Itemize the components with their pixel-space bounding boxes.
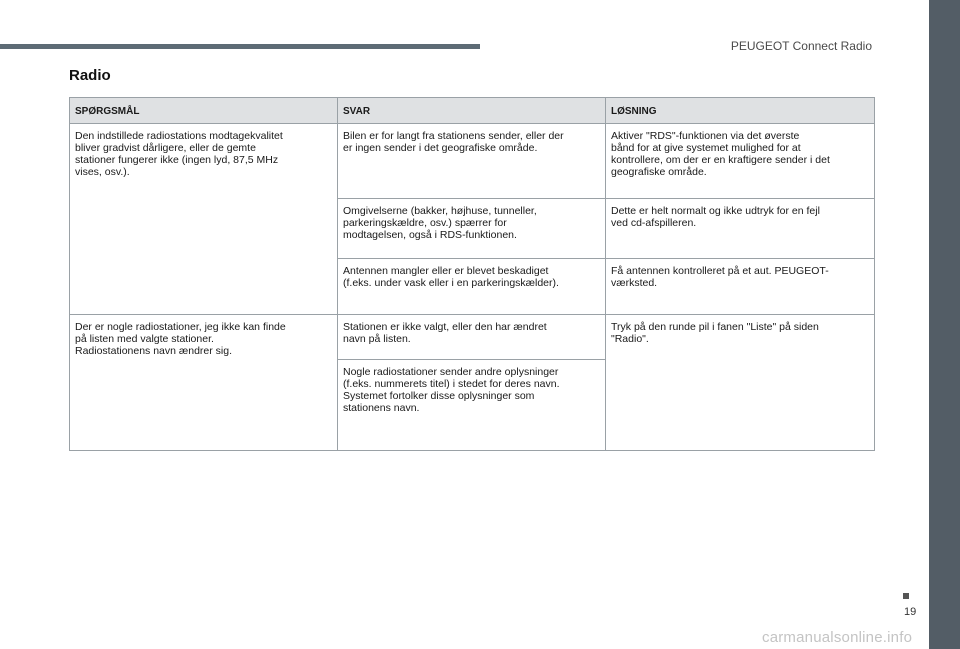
- question-text: Den indstillede radiostations modtagekvalitet bliver gradvist dårligere, eller de gemte stationer fungerer ikke (ingen lyd, 87,5 MHz vises, osv.).: [75, 130, 283, 178]
- answer-text: Bilen er for langt fra stationens sender, eller der er ingen sender i det geografiske område.: [343, 130, 564, 154]
- answer-text: Nogle radiostationer sender andre oplysninger (f.eks. nummerets titel) i stedet for deres navn. Systemet fortolker disse oplysninger som stationens navn.: [343, 366, 560, 414]
- header-title: PEUGEOT Connect Radio: [730, 39, 872, 53]
- section-title: Radio: [69, 67, 111, 84]
- solution-cell: [606, 124, 875, 199]
- side-strip: [929, 0, 960, 649]
- question-cell: [70, 124, 338, 315]
- solution-cell: [606, 315, 875, 451]
- answer-cell: [338, 199, 606, 259]
- question-text: Der er nogle radiostationer, jeg ikke kan finde på listen med valgte stationer. Radiostationens navn ændrer sig.: [75, 321, 286, 357]
- answer-cell: [338, 360, 606, 451]
- solution-text: Få antennen kontrolleret på et aut. PEUGEOT- værksted.: [611, 265, 829, 289]
- answer-text: Antennen mangler eller er blevet beskadiget (f.eks. under vask eller i en parkeringskælder).: [343, 265, 559, 289]
- column-header-answer: SVAR: [338, 98, 606, 124]
- footer-marker: [903, 593, 909, 599]
- solution-cell: [606, 199, 875, 259]
- page-number: 19: [904, 606, 917, 618]
- solution-text: Aktiver "RDS"-funktionen via det øverste bånd for at give systemet mulighed for at kontrollere, om der er en kraftigere sender i det geografiske område.: [611, 130, 830, 178]
- solution-text: Dette er helt normalt og ikke udtryk for en fejl ved cd-afspilleren.: [611, 205, 820, 229]
- answer-text: Omgivelserne (bakker, højhuse, tunneller, parkeringskældre, osv.) spærrer for modtagelsen, også i RDS-funktionen.: [343, 205, 537, 241]
- table-row: [70, 315, 875, 360]
- answer-cell: [338, 315, 606, 360]
- solution-text: Tryk på den runde pil i fanen "Liste" på siden "Radio".: [611, 321, 819, 345]
- watermark: carmanualsonline.info: [762, 629, 913, 646]
- question-cell: [70, 315, 338, 451]
- column-header-solution: LØSNING: [606, 98, 875, 124]
- header-rule: [0, 44, 480, 49]
- table-row: [70, 124, 875, 199]
- answer-cell: [338, 124, 606, 199]
- answer-cell: [338, 259, 606, 315]
- column-header-question: SPØRGSMÅL: [70, 98, 338, 124]
- answer-text: Stationen er ikke valgt, eller den har ændret navn på listen.: [343, 321, 547, 345]
- solution-cell: [606, 259, 875, 315]
- troubleshooting-table: [69, 97, 875, 451]
- table-header-row: [70, 98, 875, 124]
